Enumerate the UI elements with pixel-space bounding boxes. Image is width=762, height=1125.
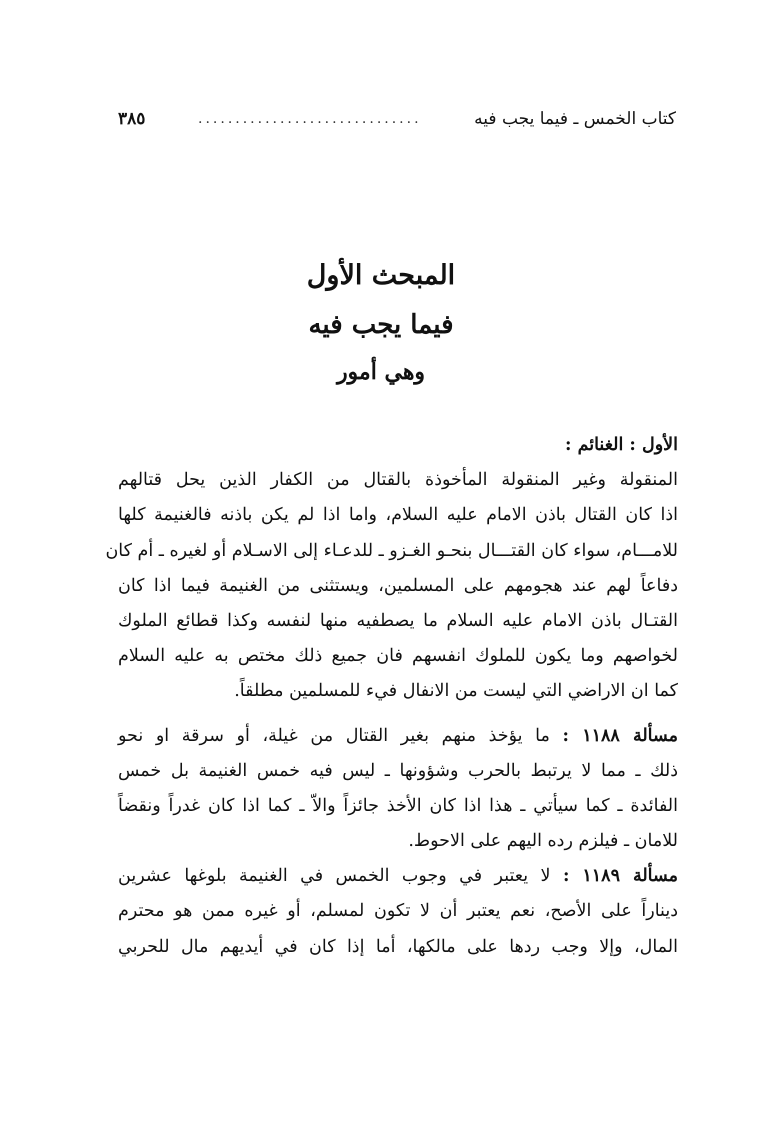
page-number: ٣٨٥: [118, 109, 146, 129]
issue-label: مسألة ١١٨٩ :: [562, 866, 678, 887]
paragraph-line: كما ان الاراضي التي ليست من الانفال فيء للمسلمين مطلقاً.: [234, 681, 678, 702]
section-note: وهي أمور: [336, 359, 426, 385]
item-heading-label: الأول : الغنائم :: [565, 435, 678, 455]
paragraph-line: للامان ـ فيلزم رده اليهم على الاحوط.: [408, 831, 678, 852]
paragraph-line: لخواصهم وما يكون للملوك انفسهم فان جميع ذلك مختص به عليه السلام: [118, 646, 678, 667]
paragraph-line: للامـــام، سواء كان القتـــال بنحـو الغـزو ـ للدعـاء إلى الاسـلام أو لغيره ـ أم كان: [105, 540, 678, 561]
leader-dots: ..............................: [198, 111, 422, 127]
issue-label: مسألة ١١٨٨ :: [562, 725, 679, 746]
issue-1189-line: [118, 859, 678, 894]
paragraph-line: القتـال باذن الامام عليه السلام ما يصطفيه منها لنفسه وكذا قطائع الملوك: [118, 610, 678, 631]
paragraph-line: اذا كان القتال باذن الامام عليه السلام، واما اذا لم يكن باذنه فالغنيمة كلها: [118, 505, 678, 526]
issue-text: ما يؤخذ منهم بغير القتال من غيلة، أو سرقة او نحو: [118, 725, 550, 746]
paragraph-line: المنقولة وغير المنقولة المأخوذة بالقتال من الكفار الذين يحل قتالهم: [118, 470, 678, 491]
body-text: [105, 428, 679, 965]
paragraph-line: ذلك ـ مما لا يرتبط بالحرب وشؤونها ـ ليس فيه خمس الغنيمة بل خمس: [118, 760, 678, 781]
paragraph-line: الفائدة ـ كما سيأتي ـ هذا اذا كان الأخذ جائزاً والاّ ـ كما اذا كان غدراً ونقضاً: [118, 795, 678, 816]
issue-1188-line: [118, 719, 678, 754]
running-title: كتاب الخمس ـ فيما يجب فيه: [474, 109, 676, 129]
paragraph-line: المال، وإلا وجب ردها على مالكها، أما إذا كان في أيديهم مال للحربي: [118, 936, 678, 957]
section-subtitle: فيما يجب فيه: [308, 310, 454, 340]
first-item-heading: [118, 428, 678, 463]
paragraph-line: دفاعاً لهم عند هجومهم على المسلمين، ويستثنى من الغنيمة فيما اذا كان: [118, 575, 678, 596]
issue-text: لا يعتبر في وجوب الخمس في الغنيمة بلوغها عشرين: [118, 866, 551, 887]
running-header: [118, 104, 676, 134]
paragraph-line: ديناراً على الأصح، نعم يعتبر أن لا تكون لمسلم، أو غيره ممن هو محترم: [118, 901, 678, 922]
section-title: المبحث الأول: [306, 260, 456, 291]
